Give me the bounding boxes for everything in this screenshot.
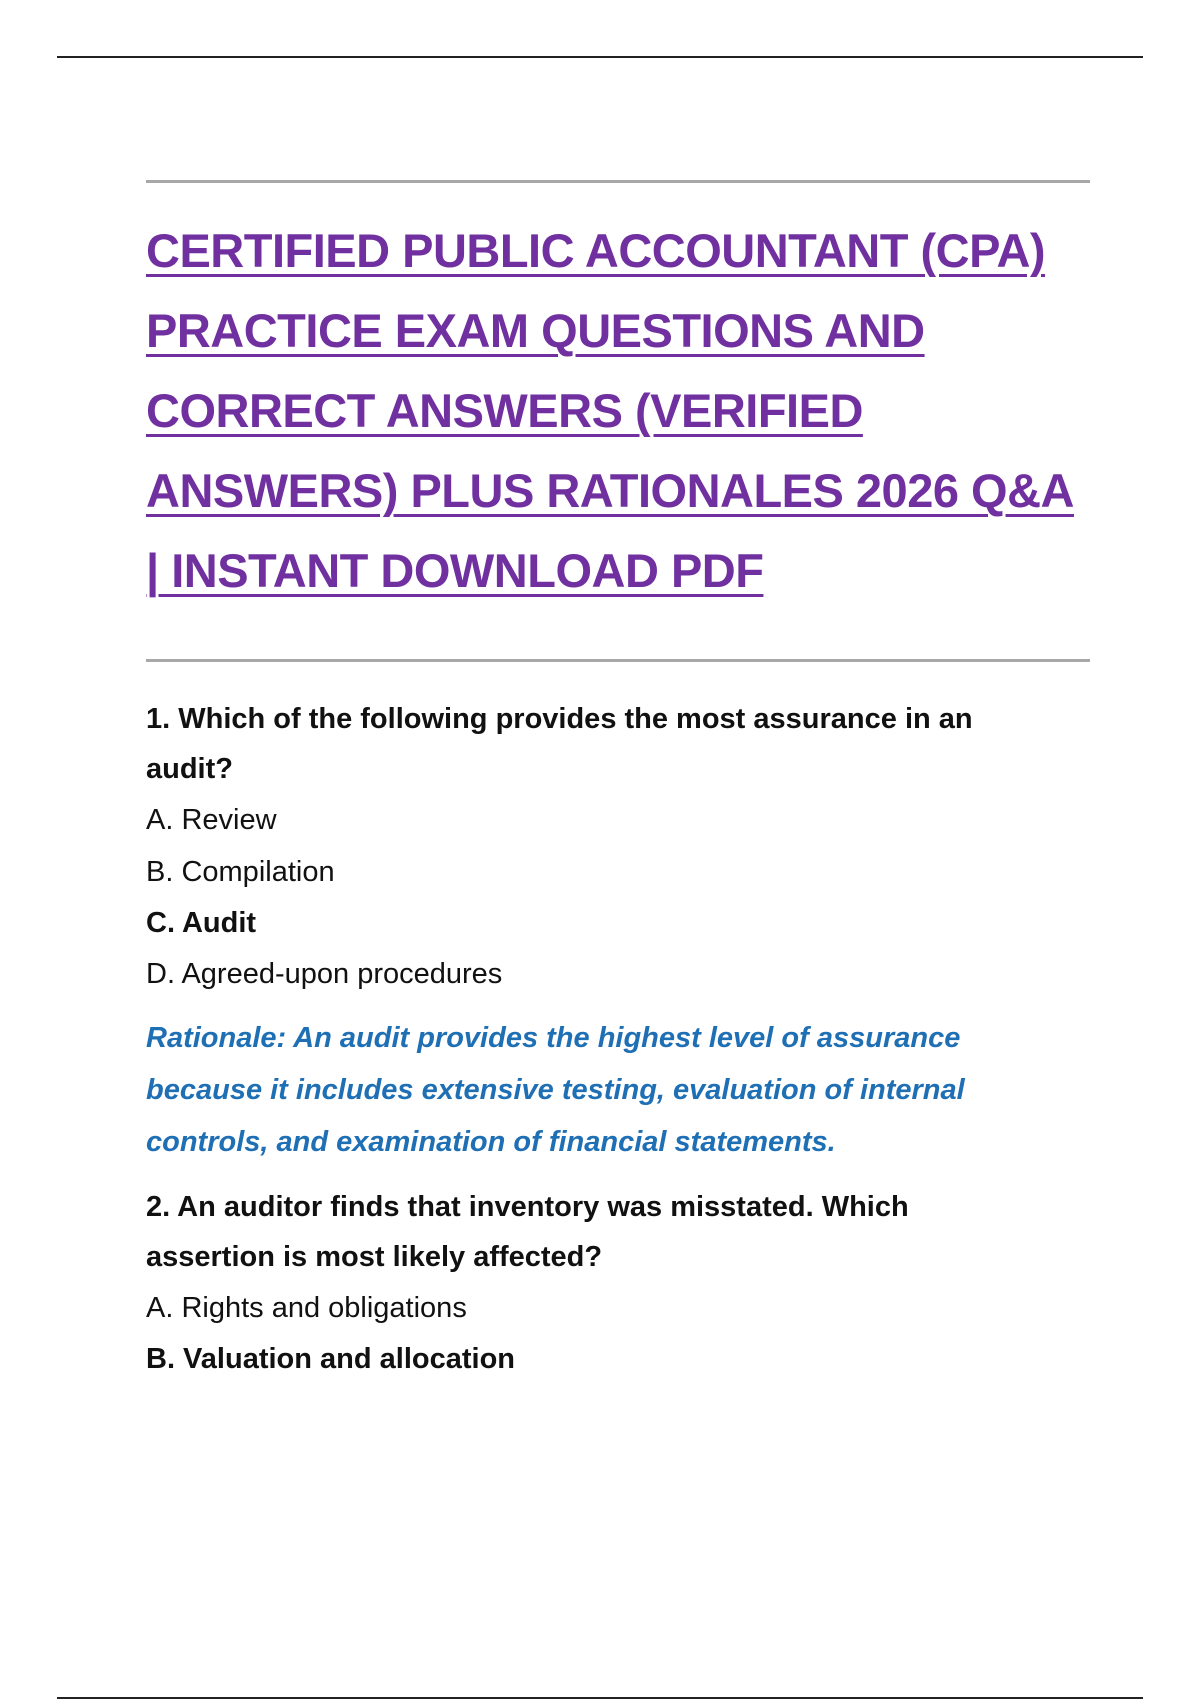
correct-answer-option: C. Audit	[146, 907, 257, 939]
page-bottom-rule	[57, 1697, 1143, 1699]
correct-answer-option: B. Valuation and allocation	[146, 1343, 515, 1375]
answer-option: D. Agreed-upon procedures	[146, 958, 503, 990]
question-text-line: audit?	[146, 753, 233, 785]
title-line[interactable]: CERTIFIED PUBLIC ACCOUNTANT (CPA)	[146, 224, 1046, 277]
question-text	[146, 1182, 1096, 1282]
question-2	[146, 1182, 1096, 1384]
question-text-line: assertion is most likely affected?	[146, 1241, 603, 1273]
document-title[interactable]	[146, 211, 1096, 611]
question-text-line: 1. Which of the following provides the most assurance in an	[146, 703, 973, 735]
rationale	[146, 1012, 1096, 1168]
title-line[interactable]: ANSWERS) PLUS RATIONALES 2026 Q&A	[146, 464, 1074, 517]
title-top-divider	[146, 180, 1090, 183]
answer-option: A. Rights and obligations	[146, 1292, 467, 1324]
rationale-line: Rationale: An audit provides the highest level of assurance	[146, 1022, 961, 1054]
page-top-rule	[57, 56, 1143, 58]
title-line[interactable]: CORRECT ANSWERS (VERIFIED	[146, 384, 863, 437]
answer-option: A. Review	[146, 804, 277, 836]
rationale-line: because it includes extensive testing, evaluation of internal	[146, 1074, 965, 1106]
question-text	[146, 694, 1096, 794]
answer-option: B. Compilation	[146, 856, 335, 888]
title-line[interactable]: PRACTICE EXAM QUESTIONS AND	[146, 304, 925, 357]
question-text-line: 2. An auditor finds that inventory was misstated. Which	[146, 1191, 909, 1223]
question-1	[146, 694, 1096, 1168]
title-bottom-divider	[146, 659, 1090, 662]
title-line[interactable]: | INSTANT DOWNLOAD PDF	[146, 544, 764, 597]
rationale-line: controls, and examination of financial statements.	[146, 1126, 836, 1158]
document-body	[146, 180, 1096, 1384]
